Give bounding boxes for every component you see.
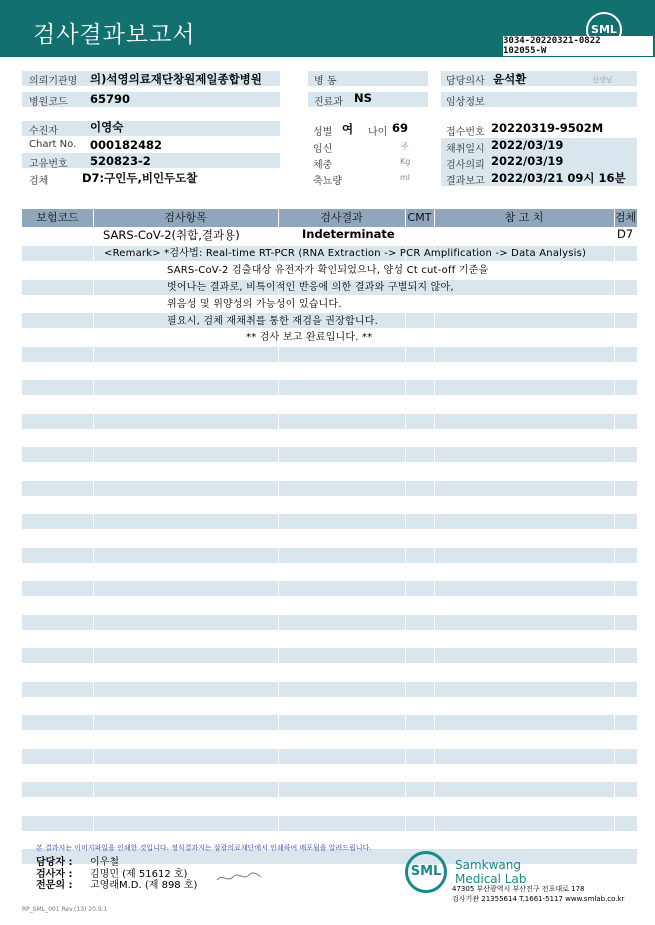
examiner-label: 검사자 : (36, 869, 73, 880)
header-test-item: 검사항목 (164, 211, 207, 224)
weight-unit: Kg (400, 157, 411, 166)
collected-date: 2022/03/19 (491, 138, 564, 152)
column-divider (434, 209, 435, 835)
clinical-label: 임상정보 (446, 97, 485, 108)
dept-value: NS (354, 91, 372, 105)
age-label: 나이 (368, 127, 388, 138)
document-code-line1: 3034-20220321-0822 (503, 36, 601, 46)
specimen-value: D7:구인두,비인두도찰 (82, 171, 198, 185)
address-line1: 47305 부산광역시 부산진구 전포대로 178 (452, 885, 585, 893)
test-result-value: Indeterminate (302, 227, 395, 241)
remark-line: 벗어나는 결과로, 비특이적인 반응에 의한 결과와 구별되지 않아, (167, 282, 454, 293)
urine-unit: ml (400, 173, 411, 182)
patient-label: 수진자 (29, 126, 58, 137)
sml-logo-icon: SML (586, 12, 622, 48)
table-row-stripe (22, 414, 637, 429)
company-name-line1: Samkwang (455, 858, 521, 872)
signature-icon (215, 869, 263, 885)
header-specimen: 검체 (614, 211, 637, 224)
sex-value: 여 (342, 122, 354, 136)
table-row-stripe (22, 749, 637, 764)
table-row-stripe (22, 816, 637, 831)
reported-date: 2022/03/21 09시 16분 (491, 171, 626, 185)
sex-label: 성별 (313, 127, 333, 138)
test-item-name: SARS-CoV-2(취합,결과용) (103, 228, 240, 242)
header-cmt: CMT (407, 211, 432, 224)
print-notice: 본 결과지는 이미지파일을 인쇄한 것입니다. 정식결과지는 삼광의료재단에서 인쇄하여 배포됨을 알려드립니다. (36, 844, 372, 852)
remark-line: 위음성 및 위양성의 가능성이 있습니다. (167, 299, 342, 310)
column-divider (93, 209, 94, 835)
table-row-stripe (22, 548, 637, 563)
table-row-stripe (22, 380, 637, 395)
doctor-suffix: 선생님 (592, 76, 613, 84)
weight-label: 체중 (313, 160, 333, 171)
table-row-stripe (22, 782, 637, 797)
remark-method: <Remark> *검사법: Real-time RT-PCR (RNA Extraction -> PCR Amplification -> Data Analysis) (104, 248, 587, 259)
company-name (455, 858, 526, 886)
table-row-stripe (22, 581, 637, 596)
chart-label: Chart No. (29, 139, 77, 150)
patient-name: 이영숙 (90, 120, 124, 134)
hospital-code-label: 병원코드 (29, 97, 68, 108)
patient-box (22, 121, 280, 136)
table-row-stripe (22, 682, 637, 697)
manager-label: 담당자 : (36, 857, 73, 868)
receipt-number: 20220319-9502M (491, 121, 604, 135)
id-label: 고유번호 (29, 159, 68, 170)
table-row-stripe (22, 615, 637, 630)
collected-label: 채취일시 (446, 144, 485, 155)
pregnancy-label: 임신 (313, 144, 333, 155)
receipt-label: 접수번호 (446, 127, 485, 138)
table-row-stripe (22, 648, 637, 663)
revision-code: RP_SML_001 Rev.(13) 20.9.1 (22, 906, 108, 913)
sml-footer-logo-icon: SML (405, 851, 447, 893)
column-divider (405, 209, 406, 835)
requested-label: 검사의뢰 (446, 160, 485, 171)
header-reference: 참 고 치 (504, 211, 544, 224)
examiner-name: 김명민 (제 51612 호) (90, 869, 188, 880)
table-row-stripe (22, 715, 637, 730)
hospital-code: 65790 (90, 92, 131, 106)
reported-label: 결과보고 (446, 176, 485, 187)
company-address (452, 884, 624, 904)
company-name-line2: Medical Lab (455, 872, 527, 886)
column-divider (614, 209, 615, 835)
specialist-label: 전문의 : (36, 880, 73, 891)
pregnancy-unit: 주 (401, 142, 409, 151)
chart-number: 000182482 (90, 138, 163, 152)
report-title: 검사결과보고서 (33, 22, 196, 48)
test-specimen-code: D7 (617, 227, 634, 241)
id-number: 520823-2 (90, 154, 151, 168)
document-code-line2: 102055-W (503, 46, 547, 56)
remark-completion: ** 검사 보고 완료입니다. ** (246, 332, 373, 343)
header-result: 검사결과 (320, 211, 363, 224)
doctor-label: 담당의사 (446, 76, 485, 87)
dept-label: 진료과 (314, 97, 343, 108)
address-line2: 검사기관 21355614 T.1661-5117 www.smlab.co.kr (452, 895, 625, 903)
urine-label: 축뇨량 (313, 176, 342, 187)
doctor-name: 윤석환 (493, 72, 527, 86)
hospital-label: 의뢰기관명 (29, 76, 78, 87)
table-row-stripe (22, 447, 637, 462)
document-code (503, 36, 653, 56)
remark-line: SARS-CoV-2 검출대상 유전자가 확인되었으나, 양성 Ct cut-off 기준을 (167, 265, 489, 276)
hospital-name: 의)석영의료재단창원제일종합병원 (90, 72, 262, 86)
specialist-name: 고영래M.D. (제 898 호) (90, 880, 198, 891)
result-table-header (22, 209, 637, 227)
table-row-stripe (22, 481, 637, 496)
manager-name: 이우철 (90, 857, 119, 868)
table-row-stripe (22, 347, 637, 362)
requested-date: 2022/03/19 (491, 154, 564, 168)
ward-label: 병 동 (314, 76, 337, 87)
header-insurance-code: 보험코드 (36, 211, 79, 224)
table-row-stripe (22, 514, 637, 529)
specimen-label: 검체 (29, 176, 49, 187)
remark-line: 필요시, 검체 재채취를 통한 재검을 권장합니다. (167, 316, 378, 327)
age-value: 69 (392, 121, 409, 135)
